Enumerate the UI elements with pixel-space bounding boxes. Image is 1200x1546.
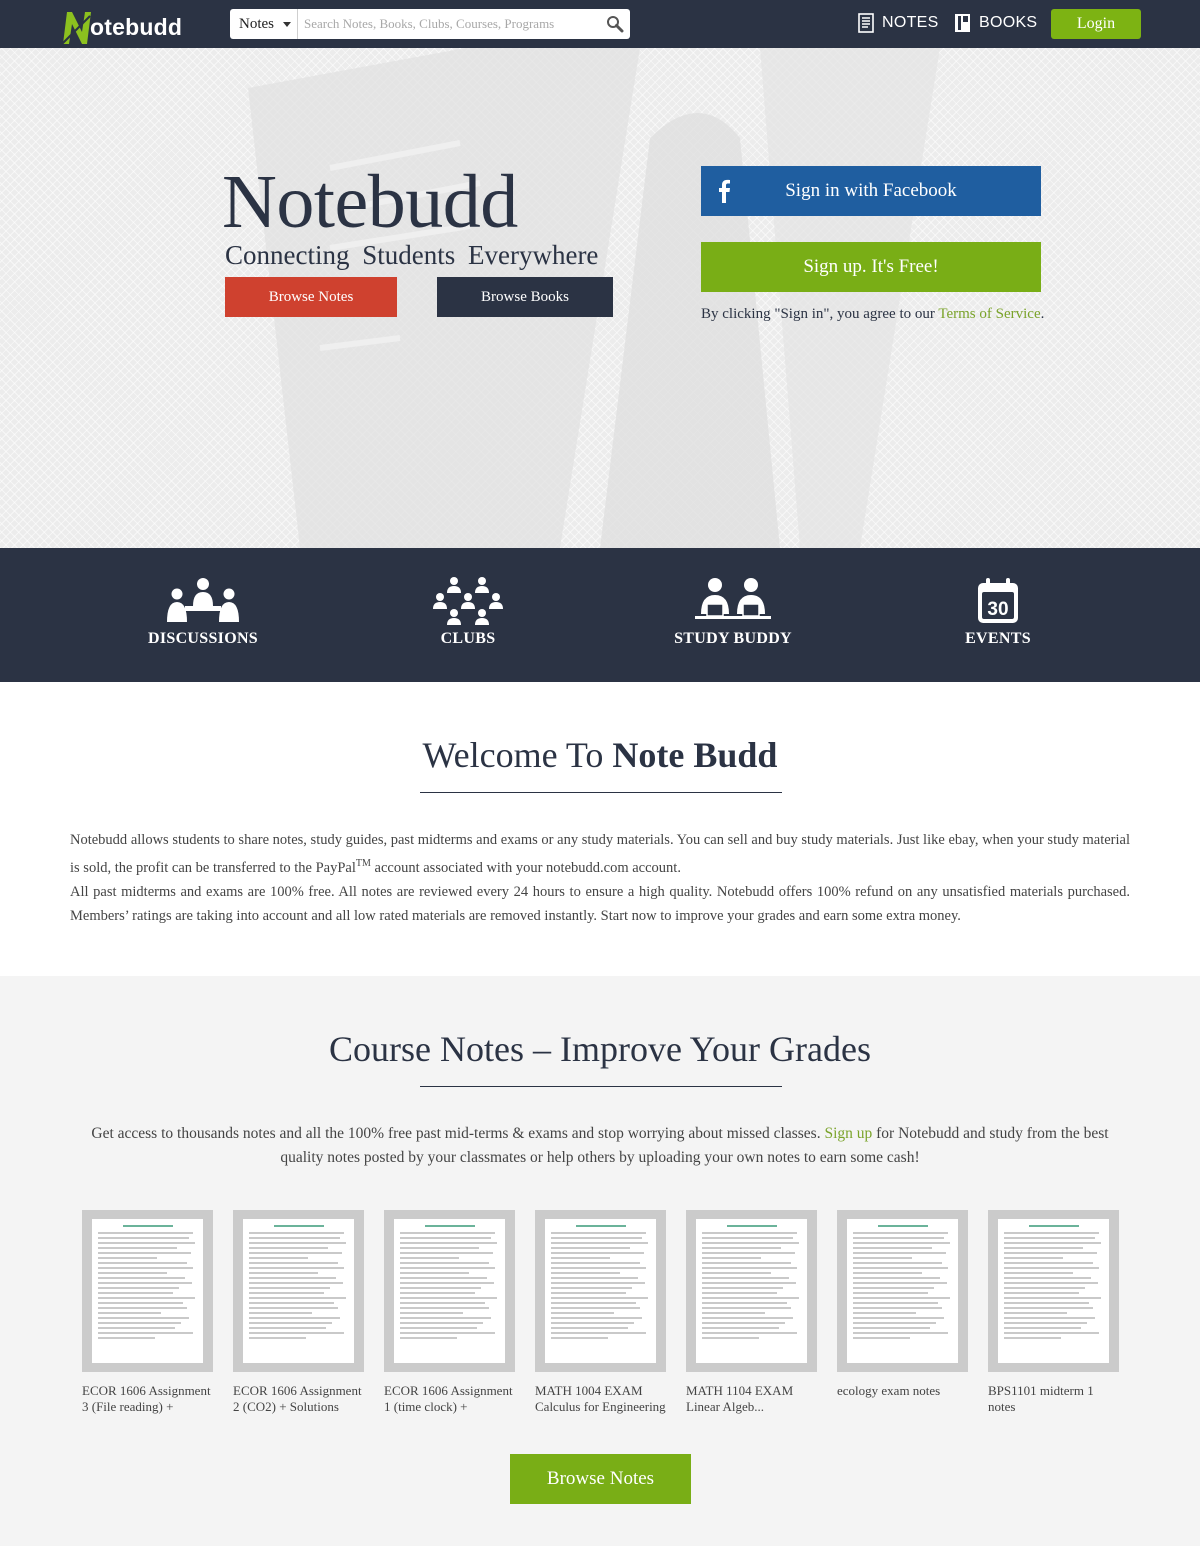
note-page-line [1004, 1242, 1101, 1244]
note-page-line [551, 1277, 638, 1279]
note-page-line [400, 1267, 495, 1269]
note-page-line [249, 1287, 330, 1289]
note-caption[interactable] [535, 1383, 666, 1415]
note-page-heading [1029, 1225, 1079, 1227]
browse-books-button[interactable]: Browse Books [437, 277, 613, 317]
note-page-line [1004, 1332, 1099, 1334]
agree-prefix: By clicking "Sign in", you agree to our [701, 306, 939, 322]
note-caption-line-2: Calculus for Engineering [535, 1399, 666, 1414]
note-page-line [853, 1237, 944, 1239]
note-page-line [702, 1317, 793, 1319]
note-thumbnail[interactable] [535, 1210, 666, 1372]
note-page-line [551, 1272, 620, 1274]
note-page-line [853, 1327, 930, 1329]
note-page-preview [696, 1219, 807, 1363]
terms-agreement-text [701, 306, 1044, 323]
note-page-line [98, 1297, 195, 1299]
note-page-line [1004, 1257, 1063, 1259]
note-page-line [853, 1277, 940, 1279]
note-page-line [249, 1257, 308, 1259]
welcome-section [0, 682, 1200, 976]
note-page-line [702, 1332, 797, 1334]
note-page-line [98, 1302, 183, 1304]
facebook-signin-label: Sign in with Facebook [785, 180, 957, 201]
note-page-line [853, 1262, 942, 1264]
note-page-line [249, 1322, 332, 1324]
top-navbar [0, 0, 1200, 48]
note-page-line [98, 1237, 189, 1239]
note-page-preview [847, 1219, 958, 1363]
welcome-p1-tail: account associated with your notebudd.com account. [370, 859, 681, 876]
note-page-line [551, 1232, 646, 1234]
calendar-icon [976, 576, 1020, 626]
trademark-sup: TM [355, 858, 371, 869]
note-card[interactable] [837, 1210, 968, 1399]
note-caption-line-2: Linear Algeb... [686, 1399, 764, 1414]
note-caption-line-1: BPS1101 midterm 1 [988, 1383, 1094, 1398]
browse-notes-bottom-button[interactable]: Browse Notes [510, 1454, 691, 1504]
browse-notes-button[interactable]: Browse Notes [225, 277, 397, 317]
note-page-line [249, 1297, 346, 1299]
note-thumbnail[interactable] [988, 1210, 1119, 1372]
note-page-line [702, 1322, 785, 1324]
note-thumbnail[interactable] [686, 1210, 817, 1372]
course-text-b: for Notebudd and study from the best quality notes posted by your classmates or help others by uploading your own notes to earn some cash! [280, 1125, 1109, 1166]
chevron-down-icon [283, 22, 291, 27]
course-notes-divider [420, 1086, 782, 1087]
note-page-line [249, 1237, 340, 1239]
note-page-line [400, 1312, 463, 1314]
note-page-line [98, 1282, 192, 1284]
note-page-line [702, 1307, 791, 1309]
note-page-heading [878, 1225, 928, 1227]
note-page-heading [274, 1225, 324, 1227]
note-page-line [853, 1317, 944, 1319]
note-caption[interactable] [988, 1383, 1119, 1415]
note-card[interactable] [535, 1210, 666, 1415]
note-page-line [551, 1247, 630, 1249]
note-page-line [551, 1252, 644, 1254]
note-page-line [1004, 1312, 1067, 1314]
feature-clubs-label: CLUBS [440, 630, 496, 647]
note-caption[interactable] [686, 1383, 817, 1415]
note-page-line [551, 1262, 640, 1264]
note-page-line [1004, 1317, 1095, 1319]
note-page-line [1004, 1267, 1099, 1269]
note-page-line [853, 1247, 932, 1249]
note-page-line [249, 1252, 342, 1254]
note-page-preview [998, 1219, 1109, 1363]
note-page-line [551, 1332, 646, 1334]
note-page-line [702, 1262, 791, 1264]
note-page-line [249, 1312, 312, 1314]
course-notes-section [0, 976, 1200, 1546]
note-page-line [249, 1262, 338, 1264]
feature-discussions-label: DISCUSSIONS [147, 630, 258, 647]
note-page-line [853, 1337, 910, 1339]
note-page-line [400, 1242, 497, 1244]
note-page-line [853, 1312, 916, 1314]
welcome-title [0, 734, 1200, 776]
note-page-line [98, 1317, 189, 1319]
note-thumbnail[interactable] [837, 1210, 968, 1372]
note-page-line [702, 1257, 761, 1259]
note-page-line [400, 1322, 483, 1324]
note-page-preview [92, 1219, 203, 1363]
note-caption-line-1: MATH 1004 EXAM [535, 1383, 643, 1398]
note-page-line [1004, 1322, 1087, 1324]
note-page-line [400, 1297, 497, 1299]
hero-tagline: Connecting Students Everywhere [225, 240, 599, 270]
note-page-line [400, 1282, 494, 1284]
note-caption-line-1: ecology exam notes [837, 1383, 941, 1398]
welcome-title-bold: Note Budd [612, 735, 778, 775]
note-page-line [400, 1307, 489, 1309]
note-page-line [249, 1232, 344, 1234]
course-notes-description [70, 1122, 1130, 1170]
note-caption-line-1: ECOR 1606 Assignment [384, 1383, 513, 1398]
note-page-line [249, 1307, 338, 1309]
note-page-line [400, 1317, 491, 1319]
note-page-line [400, 1327, 477, 1329]
note-page-line [249, 1247, 328, 1249]
note-page-line [853, 1232, 948, 1234]
note-page-line [702, 1232, 797, 1234]
search-category-select[interactable] [230, 9, 298, 39]
note-thumbnail[interactable] [384, 1210, 515, 1372]
note-page-line [702, 1272, 771, 1274]
agree-suffix: . [1040, 306, 1045, 322]
note-page-line [400, 1332, 495, 1334]
note-page-line [98, 1257, 157, 1259]
note-card[interactable] [384, 1210, 515, 1415]
books-icon [954, 13, 971, 33]
note-page-line [551, 1237, 642, 1239]
features-strip [0, 548, 1200, 682]
feature-discussions[interactable] [103, 576, 303, 648]
note-page-line [400, 1232, 495, 1234]
note-page-line [702, 1327, 779, 1329]
welcome-paragraph-2: All past midterms and exams are 100% free. All notes are reviewed every 24 hours to ensure a high quality. Notebudd offers 100% refund on any unsatisfied materials purchased. Members’ ratings are taking into account and all low rated materials are removed instantly. Start now to improve your grades and earn some extra money. [70, 883, 1130, 924]
note-caption-line-1: ECOR 1606 Assignment [82, 1383, 211, 1398]
note-caption-line-1: ECOR 1606 Assignment [233, 1383, 362, 1398]
note-card[interactable] [686, 1210, 817, 1415]
note-page-line [551, 1242, 648, 1244]
note-page-line [98, 1332, 193, 1334]
note-page-line [702, 1297, 799, 1299]
discussions-icon [165, 576, 241, 626]
note-card[interactable] [988, 1210, 1119, 1415]
note-page-line [1004, 1272, 1073, 1274]
note-page-heading [727, 1225, 777, 1227]
welcome-paragraph-1 [70, 828, 1130, 880]
welcome-divider [420, 792, 782, 793]
note-caption-line-2: 3 (File reading) + [82, 1399, 174, 1414]
note-thumbnail[interactable] [233, 1210, 364, 1372]
note-page-line [249, 1317, 340, 1319]
note-card[interactable] [233, 1210, 364, 1415]
note-page-preview [545, 1219, 656, 1363]
note-page-line [702, 1282, 796, 1284]
note-page-line [853, 1282, 947, 1284]
note-page-line [98, 1292, 173, 1294]
note-page-line [98, 1247, 177, 1249]
note-page-line [702, 1252, 795, 1254]
note-page-line [853, 1297, 950, 1299]
note-page-line [1004, 1337, 1061, 1339]
note-page-line [98, 1272, 167, 1274]
note-page-line [400, 1277, 487, 1279]
note-page-line [551, 1307, 640, 1309]
note-page-line [853, 1267, 948, 1269]
hero-title: Notebudd [222, 160, 518, 244]
note-page-line [1004, 1307, 1093, 1309]
note-page-line [249, 1337, 306, 1339]
note-page-heading [425, 1225, 475, 1227]
note-page-line [249, 1332, 344, 1334]
search-input[interactable] [298, 9, 600, 39]
note-page-line [249, 1242, 346, 1244]
note-caption[interactable] [384, 1383, 515, 1415]
note-page-line [1004, 1292, 1079, 1294]
note-page-line [400, 1247, 479, 1249]
note-page-line [400, 1337, 457, 1339]
search-button[interactable] [600, 9, 630, 39]
note-page-line [551, 1297, 648, 1299]
search-icon [606, 15, 624, 33]
note-page-line [98, 1252, 191, 1254]
note-card[interactable] [82, 1210, 213, 1415]
facebook-icon [717, 179, 731, 203]
note-page-line [853, 1272, 922, 1274]
note-page-line [1004, 1262, 1093, 1264]
note-page-line [249, 1267, 344, 1269]
note-page-line [1004, 1247, 1083, 1249]
signup-button[interactable]: Sign up. It's Free! [701, 242, 1041, 292]
note-page-preview [243, 1219, 354, 1363]
note-caption-line-2: 1 (time clock) + [384, 1399, 468, 1414]
note-page-line [249, 1302, 334, 1304]
terms-of-service-link[interactable]: Terms of Service [938, 306, 1041, 322]
note-page-line [853, 1242, 950, 1244]
note-page-line [98, 1322, 181, 1324]
note-page-preview [394, 1219, 505, 1363]
facebook-signin-button[interactable] [701, 166, 1041, 216]
note-page-line [702, 1247, 781, 1249]
note-page-line [400, 1252, 493, 1254]
note-page-line [400, 1262, 489, 1264]
welcome-body [70, 828, 1130, 928]
note-page-line [1004, 1297, 1101, 1299]
notes-icon [858, 13, 874, 33]
note-page-line [249, 1282, 343, 1284]
logo-text: otebudd [90, 14, 183, 40]
note-page-line [98, 1307, 187, 1309]
welcome-title-prefix: Welcome To [422, 735, 613, 775]
note-page-line [1004, 1302, 1089, 1304]
search-category-label: Notes [239, 15, 274, 32]
note-page-line [551, 1287, 632, 1289]
feature-events-label: EVENTS [965, 630, 1031, 647]
note-caption[interactable] [233, 1383, 364, 1415]
note-page-line [400, 1287, 481, 1289]
note-page-line [551, 1337, 608, 1339]
note-page-line [98, 1327, 175, 1329]
note-page-line [551, 1317, 642, 1319]
feature-events[interactable] [898, 576, 1098, 648]
nav-books-label: BOOKS [979, 14, 1038, 31]
note-page-line [551, 1257, 610, 1259]
note-caption-line-1: MATH 1104 EXAM [686, 1383, 794, 1398]
note-page-line [98, 1262, 187, 1264]
nav-books-link[interactable] [954, 13, 1037, 33]
calendar-day-text: 30 [987, 599, 1009, 620]
note-page-line [98, 1337, 155, 1339]
note-page-line [249, 1292, 324, 1294]
welcome-p1-text: Notebudd allows students to share notes, study guides, past midterms and exams or any study materials. You can sell and buy study materials. Just like ebay, when your study material is sold, the profit can be transferred to the PayPal [70, 832, 1130, 876]
note-page-line [400, 1292, 475, 1294]
note-page-line [551, 1267, 646, 1269]
note-page-line [249, 1327, 326, 1329]
note-page-heading [576, 1225, 626, 1227]
note-caption[interactable] [82, 1383, 213, 1415]
note-page-line [551, 1312, 614, 1314]
note-page-heading [123, 1225, 173, 1227]
note-page-line [98, 1277, 185, 1279]
note-page-line [1004, 1277, 1091, 1279]
clubs-icon [432, 576, 504, 626]
note-page-line [702, 1312, 765, 1314]
note-caption-line-2: 2 (CO2) + Solutions [233, 1399, 339, 1414]
feature-study-buddy-label: STUDY BUDDY [674, 630, 792, 647]
note-page-line [400, 1272, 469, 1274]
feature-clubs[interactable] [368, 576, 568, 648]
note-page-line [1004, 1282, 1098, 1284]
note-page-line [853, 1322, 936, 1324]
note-page-line [853, 1302, 938, 1304]
logo[interactable] [60, 6, 182, 46]
note-page-line [98, 1232, 193, 1234]
search-bar [230, 9, 630, 39]
note-page-line [702, 1302, 787, 1304]
hero-section [0, 48, 1200, 548]
note-page-line [400, 1257, 459, 1259]
course-notes-title: Course Notes – Improve Your Grades [329, 1029, 871, 1069]
note-page-line [702, 1287, 783, 1289]
note-page-line [702, 1337, 759, 1339]
note-page-line [853, 1292, 928, 1294]
note-page-line [853, 1252, 946, 1254]
note-page-line [551, 1322, 634, 1324]
note-page-line [249, 1277, 336, 1279]
study-buddy-icon [693, 576, 773, 626]
note-page-line [1004, 1327, 1081, 1329]
feature-study-buddy[interactable] [633, 576, 833, 648]
note-thumbnail[interactable] [82, 1210, 213, 1372]
note-page-line [551, 1327, 628, 1329]
note-page-line [400, 1237, 491, 1239]
note-page-line [1004, 1252, 1097, 1254]
note-page-line [400, 1302, 485, 1304]
note-caption[interactable] [837, 1383, 968, 1399]
note-page-line [702, 1242, 799, 1244]
note-page-line [551, 1292, 626, 1294]
note-page-line [702, 1237, 793, 1239]
note-page-line [98, 1242, 195, 1244]
note-page-line [853, 1257, 912, 1259]
note-page-line [1004, 1287, 1085, 1289]
nav-notes-link[interactable] [858, 13, 939, 33]
note-page-line [1004, 1237, 1095, 1239]
login-button[interactable]: Login [1051, 9, 1141, 39]
note-caption-line-2: notes [988, 1399, 1016, 1414]
course-text-a: Get access to thousands notes and all the 100% free past mid-terms & exams and stop worrying about missed classes. [91, 1125, 825, 1142]
note-page-line [853, 1332, 948, 1334]
note-page-line [702, 1267, 797, 1269]
signup-link[interactable]: Sign up [824, 1125, 873, 1142]
note-page-line [98, 1267, 193, 1269]
note-page-line [702, 1277, 789, 1279]
note-page-line [853, 1287, 934, 1289]
note-page-line [853, 1307, 942, 1309]
note-page-line [249, 1272, 318, 1274]
nav-notes-label: NOTES [882, 14, 939, 31]
note-page-line [98, 1287, 179, 1289]
note-page-line [98, 1312, 161, 1314]
note-page-line [702, 1292, 777, 1294]
note-page-line [1004, 1232, 1099, 1234]
note-page-line [551, 1302, 636, 1304]
note-page-line [551, 1282, 645, 1284]
